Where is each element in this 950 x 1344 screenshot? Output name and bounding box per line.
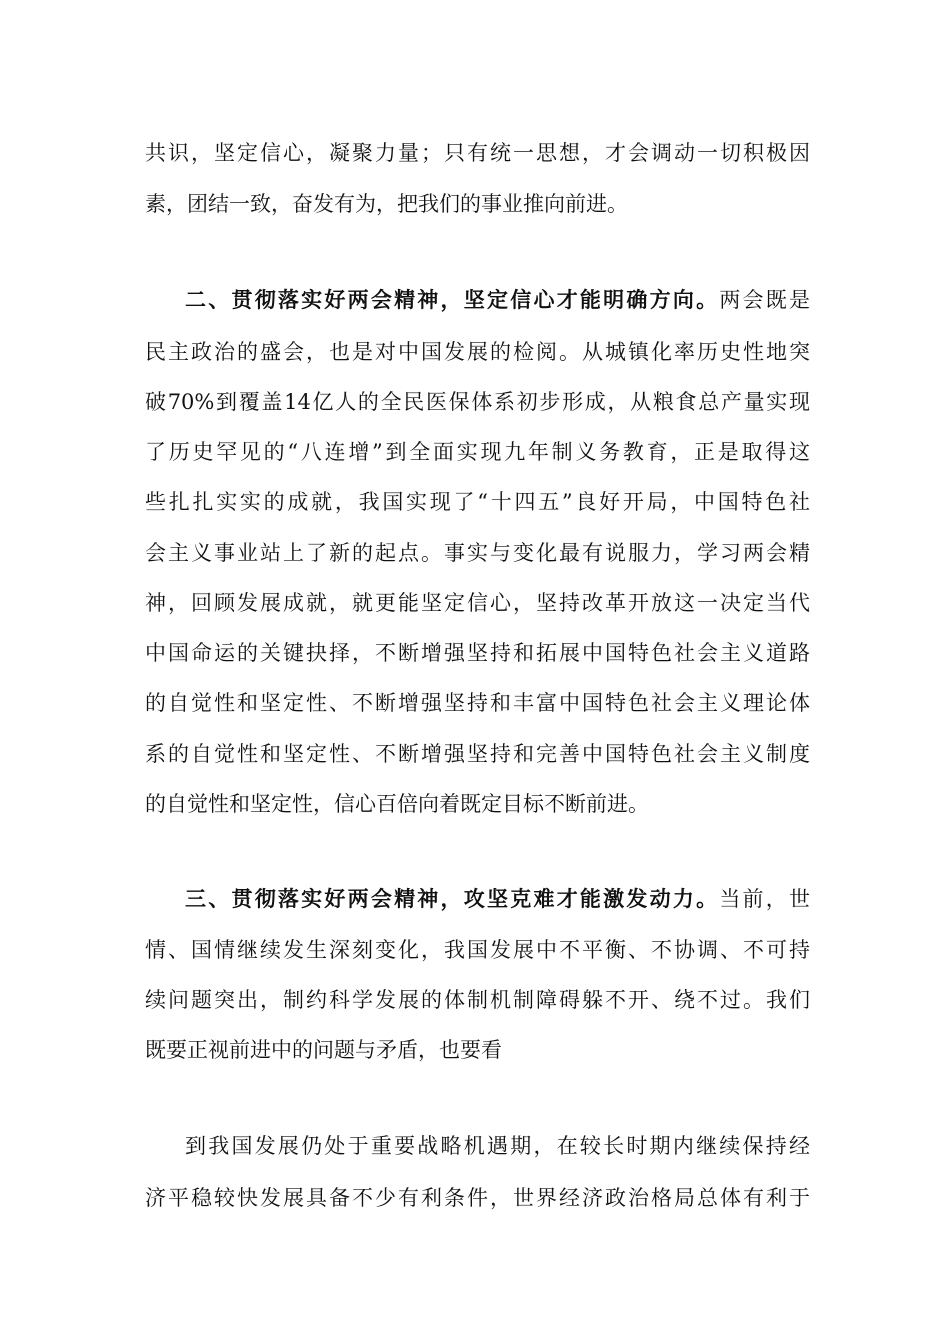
paragraph-3-line-1 [185, 884, 810, 914]
paragraph-2-line-11: 的自觉性和坚定性，信心百倍向着既定目标不断前进。 [145, 792, 649, 816]
paragraph-1-line-1: 共识，坚定信心，凝聚力量；只有统一思想，才会调动一切积极因 [145, 141, 810, 165]
paragraph-2-line-4: 了历史罕见的“八连增”到全面实现九年制义务教育，正是取得这 [145, 440, 810, 464]
section-heading-2: 二、贯彻落实好两会精神，坚定信心才能明确方向。 [185, 287, 720, 312]
paragraph-2-line-6: 会主义事业站上了新的起点。事实与变化最有说服力，学习两会精 [145, 541, 810, 565]
paragraph-1-line-2: 素，团结一致，奋发有为，把我们的事业推向前进。 [145, 192, 628, 216]
paragraph-2-line-9: 的自觉性和坚定性、不断增强坚持和丰富中国特色社会主义理论体 [145, 691, 810, 715]
paragraph-2-line-3: 破70%到覆盖14亿人的全民医保体系初步形成，从粮食总产量实现 [145, 390, 810, 414]
paragraph-3-line-4: 既要正视前进中的问题与矛盾，也要看 [145, 1038, 502, 1062]
paragraph-2-line-8: 中国命运的关键抉择，不断增强坚持和拓展中国特色社会主义道路 [145, 641, 810, 665]
paragraph-2-first-line-rest: 两会既是 [719, 288, 811, 312]
paragraph-4-line-1: 到我国发展仍处于重要战略机遇期，在较长时期内继续保持经 [185, 1134, 810, 1158]
paragraph-3-line-3: 续问题突出，制约科学发展的体制机制障碍躲不开、绕不过。我们 [145, 988, 810, 1012]
paragraph-3-line-2: 情、国情继续发生深刻变化，我国发展中不平衡、不协调、不可持 [145, 938, 810, 962]
paragraph-2-line-7: 神，回顾发展成就，就更能坚定信心，坚持改革开放这一决定当代 [145, 591, 810, 615]
paragraph-2-line-10: 系的自觉性和坚定性、不断增强坚持和完善中国特色社会主义制度 [145, 742, 810, 766]
paragraph-2-line-2: 民主政治的盛会，也是对中国发展的检阅。从城镇化率历史性地突 [145, 340, 810, 364]
paragraph-4-line-2: 济平稳较快发展具备不少有利条件，世界经济政治格局总体有利于 [145, 1186, 810, 1210]
paragraph-2-line-5: 些扎扎实实的成就，我国实现了“十四五”良好开局，中国特色社 [145, 490, 810, 514]
section-heading-3: 三、贯彻落实好两会精神，攻坚克难才能激发动力。 [185, 886, 720, 911]
paragraph-2-line-1 [185, 285, 810, 315]
paragraph-3-first-line-rest: 当前，世 [719, 887, 811, 911]
